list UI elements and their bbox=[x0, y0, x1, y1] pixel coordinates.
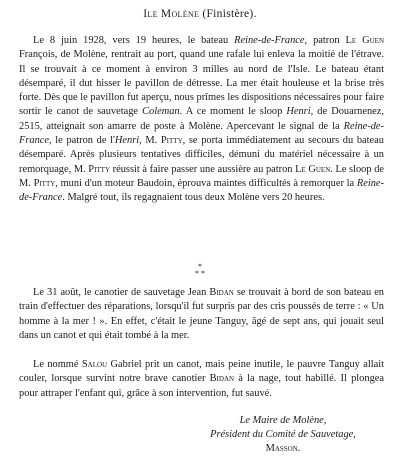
p1-text-f: , le patron de l' bbox=[49, 135, 115, 147]
p1-text-e: , de Douarnenez, 2515, atteignait son amarre de poste à Molène. Apercevant le signal de la bbox=[19, 106, 384, 132]
heading-region: (Finistère). bbox=[202, 8, 257, 20]
p1-text-h: , se porta immédiatement au secours du bateau désemparé. Après plusieurs tentatives difficiles, démuni du matériel nécessaire à un remorquage, M. bbox=[19, 135, 384, 175]
p1-text-c: François, de Molène, rentrait au port, quand une rafale lui enleva la moitié de l'étrave. Il se trouvait à ce moment à environ 3 milles au nord de l'Isle. Le bateau étant désemparé, il dut hisser le pavillon de détresse. La mer était houleuse et la brise très forte. Dès que le pavillon fut aperçu, nous prîmes les dispositions nécessaires pour faire sortir le canot de sauvetage bbox=[19, 49, 384, 118]
pitty-surname: Pitty bbox=[88, 163, 111, 175]
page-title bbox=[0, 8, 400, 20]
signature-name: Masson. bbox=[265, 443, 301, 454]
paragraph-rescue-reine-de-france bbox=[19, 34, 384, 206]
p1-text-d: . A ce moment le sloop bbox=[179, 106, 287, 118]
boat-name: Reine-de-France bbox=[19, 120, 384, 147]
p3-text-a: Le nommé bbox=[33, 359, 82, 370]
pitty-surname: Pitty bbox=[33, 177, 56, 189]
heading-place: Ile Molène bbox=[143, 8, 200, 20]
p1-text-j: . Le sloop de M. bbox=[19, 163, 384, 189]
signature-mayor-line: Le Maire de Molène, bbox=[239, 415, 327, 426]
bidan-surname: Bidan bbox=[209, 373, 235, 385]
patron-surname: Le Guen bbox=[295, 163, 331, 175]
p3-text-b: Gabriel prit un canot, mais peine inutile, le pauvre Tanguy allait couler, lorsque survint notre brave canotier bbox=[19, 359, 384, 385]
bidan-surname: Bidan bbox=[209, 287, 234, 298]
boat-name: Reine-de-France bbox=[234, 35, 305, 46]
p1-text-b: , patron bbox=[304, 35, 346, 46]
pitty-surname: Pitty bbox=[160, 135, 183, 147]
patron-surname: Le Guen bbox=[345, 35, 384, 46]
p1-text-k: , muni d'un moteur Baudoin, éprouva maintes difficultés à remorquer la bbox=[55, 177, 357, 189]
p1-text-i: réussit à faire passer une aussière au patron bbox=[110, 163, 296, 175]
paragraph-tanguy-rescue bbox=[19, 358, 384, 401]
signature-committee-line: Président du Comité de Sauvetage, bbox=[210, 429, 356, 440]
p2-text-b: se trouvait à bord de son bateau en train d'effectuer des réparations, lorsqu'il fut surpris par des cris poussés de terre : « Un homme à la mer ! ». En effet, c'était le jeune Tanguy, âgé de sept ans, qui jouait seul dans un canot et qui était tombé à la mer. bbox=[19, 287, 385, 341]
paragraph-man-overboard bbox=[19, 286, 384, 343]
separator-asterisk-top: * bbox=[198, 262, 202, 271]
p2-text-a: Le 31 août, le canotier de sauvetage Jean bbox=[33, 287, 210, 298]
sloop-name: Henri bbox=[286, 106, 311, 118]
p1-text-l: . Malgré tout, ils regagnaient tous deux Molène vers 20 heures. bbox=[62, 192, 325, 204]
sloop-name: Henri bbox=[114, 135, 140, 147]
salou-surname: Salou bbox=[81, 359, 108, 370]
p3-text-c: à la nage, tout habillé. Il plongea pour attraper l'enfant qui, grâce à son intervention, fut sauvé. bbox=[19, 373, 384, 399]
p1-text-a: Le 8 juin 1928, vers 19 heures, le bateau bbox=[33, 35, 235, 46]
lifeboat-name: Coleman bbox=[142, 106, 180, 118]
separator-asterisk-bottom: * * bbox=[195, 269, 205, 278]
p1-text-g: , M. bbox=[139, 135, 161, 147]
boat-name: Reine-de-France bbox=[19, 177, 385, 204]
